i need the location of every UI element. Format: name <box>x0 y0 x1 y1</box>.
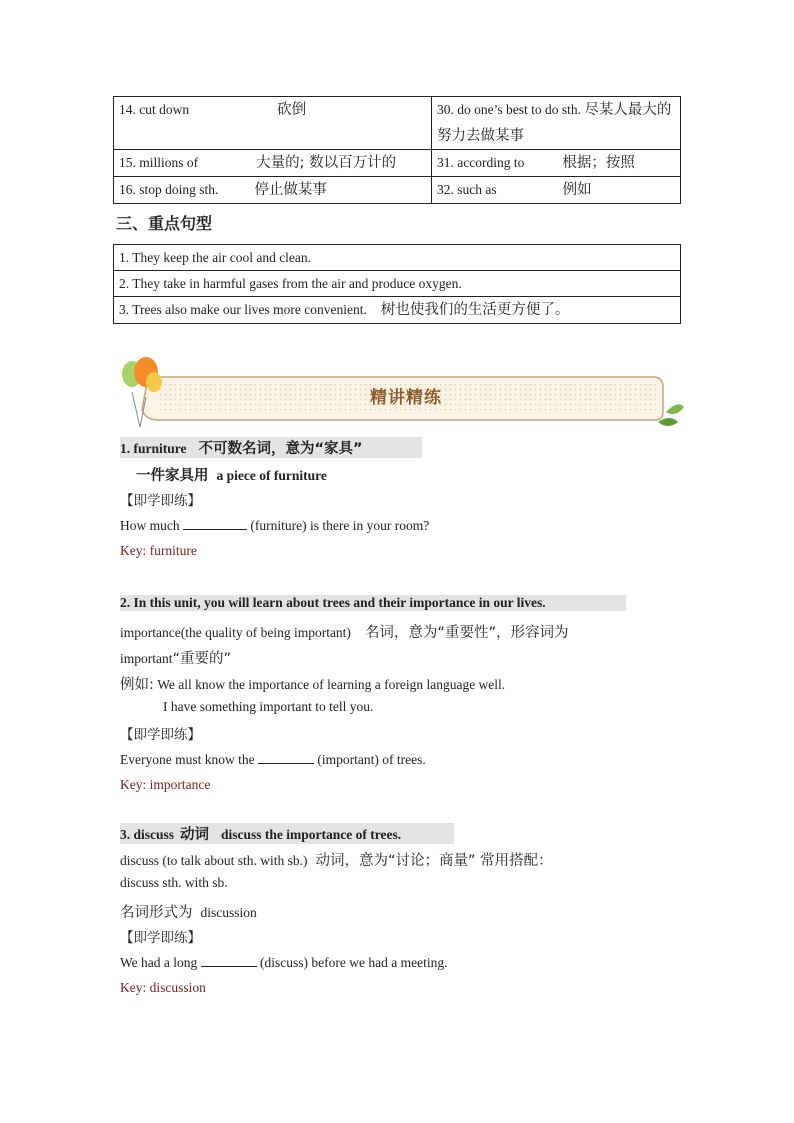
table-row <box>114 177 681 204</box>
practice-label: 【即学即练】 <box>120 493 201 509</box>
banner-title: 精讲精练 <box>370 388 442 408</box>
exercise-text: Everyone must know the <box>120 752 255 767</box>
exercise-text: (discuss) before we had a meeting. <box>260 955 448 970</box>
vocab-en: 15. millions of <box>119 155 199 170</box>
sentence-en: 3. Trees also make our lives more convenient. <box>119 302 367 317</box>
vocab-cell <box>432 150 681 177</box>
exercise-text: We had a long <box>120 955 198 970</box>
heading-en: discuss the importance of trees. <box>221 827 402 842</box>
practice-label: 【即学即练】 <box>120 727 201 743</box>
answer-key: Key: discussion <box>120 980 206 995</box>
section-heading: 三、重点句型 <box>116 214 213 233</box>
vocab-cn: 根据；按照 <box>562 155 635 171</box>
adjective-cn: “重要的” <box>172 651 232 667</box>
adjective-form <box>120 647 231 668</box>
answer-key: Key: importance <box>120 777 211 792</box>
definition <box>120 621 568 642</box>
example-label: 例如: <box>120 677 154 693</box>
sentence-cell <box>114 271 681 297</box>
definition <box>120 849 553 870</box>
vocab-en: 16. stop doing sth. <box>119 182 219 197</box>
example-line <box>120 673 505 694</box>
item-subline <box>136 464 327 485</box>
subline-cn: 一件家具用 <box>136 468 209 484</box>
definition-cn: 动词，意为“讨论；商量” 常用搭配： <box>315 853 553 869</box>
exercise-text: (important) of trees. <box>317 752 426 767</box>
exercise <box>120 954 447 971</box>
exercise <box>120 517 429 534</box>
exercise <box>120 751 426 768</box>
sentence-en: 1. They keep the air cool and clean. <box>119 250 312 265</box>
heading-en: 3. discuss <box>120 827 175 842</box>
vocab-cell <box>432 177 681 204</box>
exercise-text: (furniture) is there in your room? <box>250 518 430 533</box>
vocab-cn: 停止做某事 <box>254 182 327 198</box>
vocab-table <box>113 96 681 204</box>
vocab-cn: 大量的; 数以百万计的 <box>256 155 397 171</box>
example-text: We all know the importance of learning a foreign language well. <box>157 677 506 692</box>
definition-en: importance(the quality of being important) <box>120 625 351 640</box>
sentence-cn: 树也使我们的生活更方便了。 <box>380 302 570 318</box>
vocab-cn: 例如 <box>562 182 592 198</box>
heading-cn: 动词 <box>180 827 210 843</box>
vocab-cn: 砍倒 <box>277 102 307 118</box>
answer-blank[interactable] <box>258 751 314 764</box>
vocab-cell <box>432 97 681 150</box>
example-line: I have something important to tell you. <box>163 699 374 714</box>
vocab-en: 32. such as <box>437 182 497 197</box>
sentence-cell <box>114 297 681 324</box>
item-heading: 2. In this unit, you will learn about trees and their importance in our lives. <box>120 595 626 611</box>
vocab-cell <box>114 97 432 150</box>
table-row <box>114 297 681 324</box>
vocab-cell <box>114 177 432 204</box>
vocab-cell <box>114 150 432 177</box>
table-row <box>114 271 681 297</box>
sentence-en: 2. They take in harmful gases from the air and produce oxygen. <box>119 276 462 291</box>
table-row <box>114 97 681 150</box>
sentence-cell <box>114 245 681 271</box>
answer-key: Key: furniture <box>120 543 197 558</box>
definition-en: discuss (to talk about sth. with sb.) <box>120 853 308 868</box>
vocab-cn: 尽某人最大的努力去做某事 <box>437 102 672 144</box>
definition-cn: 名词，意为“重要性”，形容词为 <box>364 625 569 641</box>
table-row <box>114 245 681 271</box>
subline-en: a piece of furniture <box>216 468 327 483</box>
vocab-en: 14. cut down <box>119 102 190 117</box>
adjective-en: important <box>120 651 173 666</box>
exercise-text: How much <box>120 518 180 533</box>
vocab-en: 30. do one’s best to do sth. <box>437 102 581 117</box>
answer-blank[interactable] <box>183 517 247 530</box>
item-heading <box>120 823 454 844</box>
heading-cn: 不可数名词，意为“家具” <box>198 441 363 457</box>
noun-form <box>120 901 257 922</box>
noun-en: discussion <box>200 905 257 920</box>
answer-blank[interactable] <box>201 954 257 967</box>
collocation: discuss sth. with sb. <box>120 875 228 890</box>
vocab-en: 31. according to <box>437 155 525 170</box>
item-heading <box>120 437 422 458</box>
heading-en: 1. furniture <box>120 441 187 456</box>
practice-label: 【即学即练】 <box>120 930 201 946</box>
table-row <box>114 150 681 177</box>
sentence-table <box>113 244 681 324</box>
noun-cn: 名词形式为 <box>120 905 193 921</box>
